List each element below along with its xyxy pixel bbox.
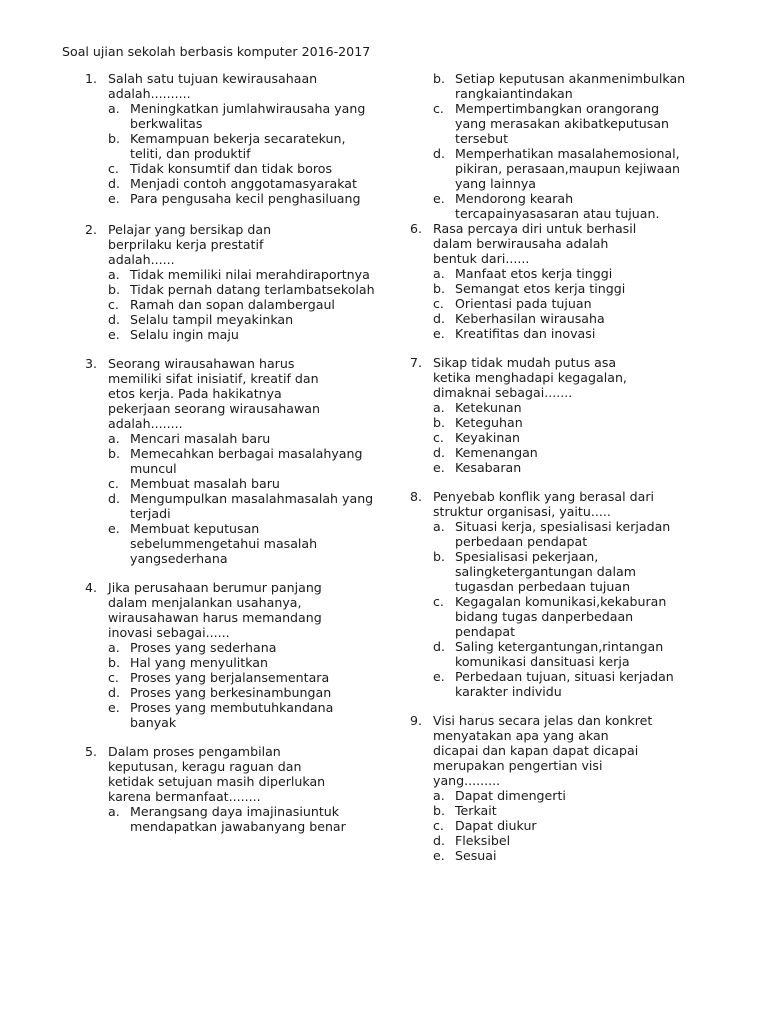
question-2 — [85, 222, 375, 342]
option-b — [433, 71, 690, 101]
option-line: rintangan komunikasi dan — [455, 639, 664, 669]
stem-line: ketika menghadapi kegagalan, — [433, 370, 627, 385]
question-stem — [85, 580, 375, 640]
option-line: masyarakat — [282, 176, 357, 191]
stem-line: dimaknai sebagai....... — [433, 385, 573, 400]
option-line: perbedaan pendapat — [455, 609, 634, 639]
stem-line: Pelajar yang bersikap dan — [108, 222, 272, 237]
option-letter: e. — [108, 327, 120, 342]
option-d — [433, 639, 690, 669]
option-letter: c. — [433, 296, 444, 311]
right-column — [410, 71, 690, 863]
option-a — [433, 519, 690, 549]
option-letter: e. — [433, 191, 445, 206]
option-letter: d. — [433, 639, 445, 654]
option-line: Tidak konsumtif dan tidak boros — [130, 161, 333, 176]
question-stem — [410, 221, 690, 266]
option-line: yang muncul — [130, 446, 363, 476]
option-e — [108, 521, 375, 566]
option-letter: b. — [108, 282, 120, 297]
option-letter: a. — [108, 267, 120, 282]
option-letter: c. — [433, 430, 444, 445]
question-number: 4. — [85, 580, 98, 595]
option-line: Mengumpulkan masalah — [130, 491, 285, 506]
option-letter: c. — [108, 297, 119, 312]
stem-line: Penyebab konflik yang berasal dari — [433, 489, 654, 504]
option-letter: b. — [433, 281, 445, 296]
question-stem — [85, 356, 375, 431]
question-1 — [85, 71, 375, 206]
option-letter: d. — [108, 491, 120, 506]
stem-line: yang......... — [433, 773, 501, 788]
stem-line: wirausahawan harus memandang — [108, 610, 322, 625]
option-b — [433, 803, 690, 818]
option-letter: d. — [433, 833, 445, 848]
option-b — [108, 446, 375, 476]
option-line: Menjadi contoh anggota — [130, 176, 283, 191]
option-letter: d. — [433, 146, 445, 161]
option-d — [433, 445, 690, 460]
option-letter: a. — [108, 640, 120, 655]
option-line: Merangsang daya imajinasi — [130, 804, 303, 819]
option-line: Memecahkan berbagai masalah — [130, 446, 332, 461]
option-a — [108, 101, 375, 131]
stem-line: pekerjaan seorang wirausahawan — [108, 401, 320, 416]
option-line: Proses yang berkesinambungan — [130, 685, 332, 700]
question-number: 1. — [85, 71, 98, 86]
option-e — [433, 326, 690, 341]
stem-line: dicapai dan kapan dapat dicapai — [433, 743, 639, 758]
option-line: untuk mendapatkan jawaban — [130, 804, 340, 834]
option-a — [108, 267, 375, 282]
option-letter: e. — [433, 848, 445, 863]
option-line: Keteguhan — [455, 415, 523, 430]
option-letter: d. — [108, 176, 120, 191]
option-line: kekaburan bidang tugas dan — [455, 594, 667, 624]
option-line: Proses yang sederhana — [130, 640, 277, 655]
option-d — [433, 311, 690, 326]
option-letter: a. — [108, 804, 120, 819]
option-line: Fleksibel — [455, 833, 511, 848]
option-a — [433, 266, 690, 281]
option-c — [108, 297, 375, 312]
option-line: Proses yang berjalan — [130, 670, 262, 685]
option-line: Keyakinan — [455, 430, 521, 445]
option-letter: c. — [108, 161, 119, 176]
option-b — [433, 415, 690, 430]
option-line: Ketekunan — [455, 400, 522, 415]
question-stem — [410, 713, 690, 788]
stem-line: Sikap tidak mudah putus asa — [433, 355, 617, 370]
option-b — [433, 549, 690, 594]
option-letter: b. — [108, 446, 120, 461]
question-stem — [410, 489, 690, 519]
option-line: tekun, teliti, dan produktif — [130, 131, 346, 161]
option-line: Memperhatikan masalah — [455, 146, 611, 161]
option-letter: c. — [433, 818, 444, 833]
stem-line: karena bermanfaat........ — [108, 789, 261, 804]
question-7 — [410, 355, 690, 475]
option-letter: d. — [108, 312, 120, 327]
option-line: dana banyak — [130, 700, 334, 730]
option-letter: c. — [108, 670, 119, 685]
option-c — [433, 818, 690, 833]
option-letter: d. — [433, 445, 445, 460]
option-letter: e. — [433, 460, 445, 475]
option-line: tindakan — [517, 86, 573, 101]
option-line: Keberhasilan wirausaha — [455, 311, 605, 326]
option-letter: a. — [108, 101, 120, 116]
option-letter: c. — [108, 476, 119, 491]
option-a — [433, 788, 690, 803]
option-letter: e. — [433, 326, 445, 341]
option-line: Proses yang membutuhkan — [130, 700, 302, 715]
option-letter: e. — [108, 700, 120, 715]
option-line: Kemenangan — [455, 445, 538, 460]
option-line: Meningkatkan jumlah — [130, 101, 266, 116]
option-letter: c. — [433, 101, 444, 116]
option-letter: b. — [433, 549, 445, 564]
option-letter: a. — [108, 431, 120, 446]
option-letter: d. — [108, 685, 120, 700]
stem-line: bentuk dari...... — [433, 251, 530, 266]
option-line: Situasi kerja, spesialisasi kerja — [455, 519, 647, 534]
option-line: Mempertimbangkan orang — [455, 101, 623, 116]
option-line: wirausaha yang berkwalitas — [130, 101, 366, 131]
stem-line: Dalam proses pengambilan — [108, 744, 281, 759]
option-letter: a. — [433, 788, 445, 803]
option-d — [108, 176, 375, 191]
option-line: menimbulkan rangkaian — [455, 71, 686, 101]
option-c — [108, 670, 375, 685]
option-letter: c. — [433, 594, 444, 609]
question-number: 6. — [410, 221, 423, 236]
question-6 — [410, 221, 690, 341]
option-letter: b. — [108, 131, 120, 146]
stem-line: struktur organisasi, yaitu..... — [433, 504, 611, 519]
option-line: emosional, pikiran, perasaan, — [455, 146, 680, 176]
option-line: maupun kejiwaan yang lainnya — [455, 161, 681, 191]
option-b — [108, 131, 375, 161]
option-line: Ramah dan sopan dalam — [130, 297, 288, 312]
stem-line: adalah.......... — [108, 86, 191, 101]
question-stem — [410, 355, 690, 400]
option-line: dan perbedaan tujuan — [490, 579, 631, 594]
option-d — [433, 146, 690, 191]
option-c — [433, 101, 690, 146]
option-line: Mencari masalah baru — [130, 431, 271, 446]
question-number: 2. — [85, 222, 98, 237]
option-letter: a. — [433, 519, 445, 534]
option-c — [108, 161, 375, 176]
option-line: Spesialisasi pekerjaan, saling — [455, 549, 599, 579]
document-title: Soal ujian sekolah berbasis komputer 2016-2017 — [62, 44, 371, 59]
question-8 — [410, 489, 690, 699]
stem-line: Seorang wirausahawan harus — [108, 356, 295, 371]
option-line: Tidak memiliki nilai merah — [130, 267, 297, 282]
question-number: 3. — [85, 356, 98, 371]
option-d — [108, 685, 375, 700]
option-letter: e. — [433, 669, 445, 684]
option-line: diraportnya — [296, 267, 370, 282]
option-line: sementara — [261, 670, 330, 685]
stem-line: merupakan pengertian visi — [433, 758, 603, 773]
option-letter: e. — [108, 191, 120, 206]
option-letter: d. — [433, 311, 445, 326]
option-line: Selalu ingin maju — [130, 327, 239, 342]
option-line: sasaran atau tujuan. — [529, 206, 660, 221]
option-line: situasi kerja — [553, 654, 630, 669]
left-column — [85, 71, 375, 834]
option-line: Selalu tampil meyakinkan — [130, 312, 294, 327]
option-line: Para pengusaha kecil penghasil — [130, 191, 329, 206]
option-line: dan perbedaan pendapat — [455, 519, 671, 549]
option-letter: b. — [433, 803, 445, 818]
option-e — [433, 848, 690, 863]
question-stem — [85, 744, 375, 804]
option-b — [108, 282, 375, 297]
option-line: Perbedaan tujuan, situasi kerja — [455, 669, 651, 684]
option-letter: b. — [108, 655, 120, 670]
option-letter: b. — [433, 415, 445, 430]
option-e — [108, 191, 375, 206]
option-line: orang yang merasakan akibat — [455, 101, 660, 131]
option-line: Setiap keputusan akan — [455, 71, 600, 86]
option-e — [108, 327, 375, 342]
option-line: Orientasi pada tujuan — [455, 296, 592, 311]
option-line: sekolah — [326, 282, 375, 297]
option-c — [433, 296, 690, 311]
option-b — [108, 655, 375, 670]
option-line: Terkait — [455, 803, 497, 818]
option-line: Sesuai — [455, 848, 497, 863]
option-e — [108, 700, 375, 730]
option-e — [433, 460, 690, 475]
question-5-continued — [410, 71, 690, 221]
stem-line: keputusan, keragu raguan dan — [108, 759, 302, 774]
option-line: Saling ketergantungan, — [455, 639, 603, 654]
option-line: Kreatifitas dan inovasi — [455, 326, 596, 341]
option-a — [108, 640, 375, 655]
option-line: Mendorong kearah tercapainya — [455, 191, 574, 221]
option-line: Dapat dimengerti — [455, 788, 566, 803]
question-4 — [85, 580, 375, 730]
option-line: keputusan tersebut — [455, 116, 670, 146]
option-d — [108, 491, 375, 521]
option-letter: a. — [433, 266, 445, 281]
option-a — [108, 431, 375, 446]
option-line: Hal yang menyulitkan — [130, 655, 268, 670]
option-letter: b. — [433, 71, 445, 86]
stem-line: Salah satu tujuan kewirausahaan — [108, 71, 318, 86]
option-line: ketergantungan dalam tugas — [455, 564, 636, 594]
question-number: 9. — [410, 713, 423, 728]
option-a — [433, 400, 690, 415]
option-line: Membuat keputusan sebelum — [130, 521, 260, 551]
stem-line: berprilaku kerja prestatif — [108, 237, 264, 252]
question-number: 7. — [410, 355, 423, 370]
stem-line: inovasi sebagai...... — [108, 625, 230, 640]
option-line: Kemampuan bekerja secara — [130, 131, 306, 146]
option-line: Tidak pernah datang terlambat — [130, 282, 327, 297]
option-line: Semangat etos kerja tinggi — [455, 281, 626, 296]
option-letter: a. — [433, 400, 445, 415]
option-line: dan karakter individu — [455, 669, 674, 699]
option-e — [433, 191, 690, 221]
option-line: Membuat masalah baru — [130, 476, 280, 491]
stem-line: Visi harus secara jelas dan konkret — [433, 713, 653, 728]
question-number: 8. — [410, 489, 423, 504]
option-c — [433, 430, 690, 445]
option-line: Manfaat etos kerja tinggi — [455, 266, 613, 281]
question-number: 5. — [85, 744, 98, 759]
option-line: uang — [328, 191, 361, 206]
option-line: bergaul — [287, 297, 335, 312]
option-line: sederhana — [161, 551, 228, 566]
option-c — [108, 476, 375, 491]
option-d — [433, 833, 690, 848]
stem-line: Rasa percaya diri untuk berhasil — [433, 221, 637, 236]
stem-line: adalah........ — [108, 416, 183, 431]
option-letter: e. — [108, 521, 120, 536]
question-5 — [85, 744, 375, 834]
option-line: Dapat diukur — [455, 818, 537, 833]
option-line: Kegagalan komunikasi, — [455, 594, 601, 609]
question-stem — [85, 222, 375, 267]
stem-line: adalah...... — [108, 252, 175, 267]
option-line: Kesabaran — [455, 460, 522, 475]
stem-line: etos kerja. Pada hakikatnya — [108, 386, 282, 401]
stem-line: Jika perusahaan berumur panjang — [108, 580, 322, 595]
option-line: masalah yang terjadi — [130, 491, 374, 521]
question-stem — [85, 71, 375, 101]
stem-line: menyatakan apa yang akan — [433, 728, 609, 743]
option-e — [433, 669, 690, 699]
option-a — [108, 804, 375, 834]
question-3 — [85, 356, 375, 566]
stem-line: memiliki sifat inisiatif, kreatif dan — [108, 371, 319, 386]
stem-line: dalam menjalankan usahanya, — [108, 595, 302, 610]
option-c — [433, 594, 690, 639]
option-line: mengetahui masalah yang — [130, 536, 318, 566]
option-line: yang benar — [274, 819, 346, 834]
stem-line: dalam berwirausaha adalah — [433, 236, 609, 251]
option-d — [108, 312, 375, 327]
option-b — [433, 281, 690, 296]
stem-line: ketidak setujuan masih diperlukan — [108, 774, 326, 789]
question-9 — [410, 713, 690, 863]
